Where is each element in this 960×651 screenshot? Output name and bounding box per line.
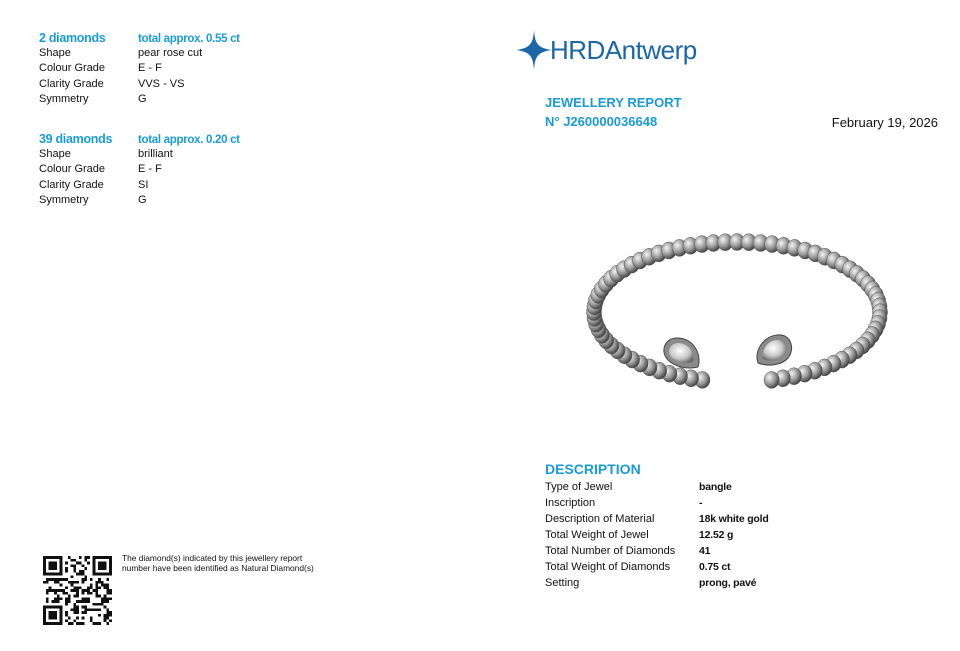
grade-label: Clarity Grade — [39, 77, 104, 90]
grade-value: pear rose cut — [138, 46, 203, 59]
report-title: JEWELLERY REPORT — [545, 95, 682, 110]
grade-label: Shape — [39, 147, 71, 160]
description-value: prong, pavé — [699, 577, 757, 589]
grade-row — [39, 162, 379, 178]
four-point-star-icon — [514, 28, 554, 72]
group-total: total approx. 0.20 ct — [138, 134, 240, 146]
description-label: Total Number of Diamonds — [545, 545, 676, 557]
group-total: total approx. 0.55 ct — [138, 33, 240, 45]
grade-value: brilliant — [138, 147, 173, 160]
description-title: DESCRIPTION — [545, 461, 641, 477]
report-number: N° J260000036648 — [545, 114, 658, 129]
natural-diamond-note: The diamond(s) indicated by this jewellery report number have been identified as Natural Diamond(s) — [122, 553, 314, 573]
grade-label: Colour Grade — [39, 163, 106, 176]
description-table — [545, 479, 905, 591]
pear-diamond-right — [757, 335, 792, 365]
grade-label: Clarity Grade — [39, 178, 104, 191]
description-row — [545, 495, 905, 511]
grade-row — [39, 92, 379, 108]
grade-label: Shape — [39, 46, 71, 59]
report-right-page — [480, 0, 960, 651]
grade-label: Symmetry — [39, 93, 89, 106]
group-count: 2 diamonds — [39, 31, 106, 45]
pear-diamond-left — [664, 338, 699, 368]
grade-value: E - F — [138, 62, 162, 75]
grade-value: G — [138, 93, 147, 106]
logo-hrd: HRD — [550, 34, 605, 65]
logo-antwerp: Antwerp — [604, 34, 697, 65]
grade-row — [39, 76, 379, 92]
grade-value: SI — [138, 178, 149, 191]
description-label: Type of Jewel — [545, 481, 613, 493]
qr-code-icon[interactable] — [43, 556, 112, 625]
grade-label: Colour Grade — [39, 62, 106, 75]
description-label: Setting — [545, 577, 580, 589]
grade-label: Symmetry — [39, 194, 89, 207]
description-value: bangle — [699, 481, 732, 493]
grade-row — [39, 146, 379, 162]
hrd-antwerp-logo — [514, 28, 697, 72]
grade-row — [39, 45, 379, 61]
grade-row — [39, 177, 379, 193]
description-label: Description of Material — [545, 513, 655, 525]
description-row — [545, 527, 905, 543]
grade-value: E - F — [138, 163, 162, 176]
description-value: - — [699, 497, 703, 509]
description-row — [545, 479, 905, 495]
grade-value: VVS - VS — [138, 77, 185, 90]
bangle-photo — [582, 220, 892, 410]
description-label: Inscription — [545, 497, 596, 509]
group-header — [39, 129, 379, 146]
description-row — [545, 559, 905, 575]
logo-wordmark — [550, 35, 697, 66]
description-value: 0.75 ct — [699, 561, 731, 573]
description-value: 41 — [699, 545, 711, 557]
description-row — [545, 543, 905, 559]
grade-value: G — [138, 194, 147, 207]
description-value: 12.52 g — [699, 529, 734, 541]
group-header — [39, 28, 379, 45]
diamond-group-1 — [39, 28, 379, 107]
description-label: Total Weight of Jewel — [545, 529, 649, 541]
grade-row — [39, 61, 379, 77]
description-label: Total Weight of Diamonds — [545, 561, 671, 573]
description-row — [545, 511, 905, 527]
description-value: 18k white gold — [699, 513, 769, 525]
diamond-group-2 — [39, 129, 379, 208]
description-row — [545, 575, 905, 591]
group-count: 39 diamonds — [39, 132, 113, 146]
report-date: February 19, 2026 — [831, 115, 938, 130]
grade-row — [39, 193, 379, 209]
